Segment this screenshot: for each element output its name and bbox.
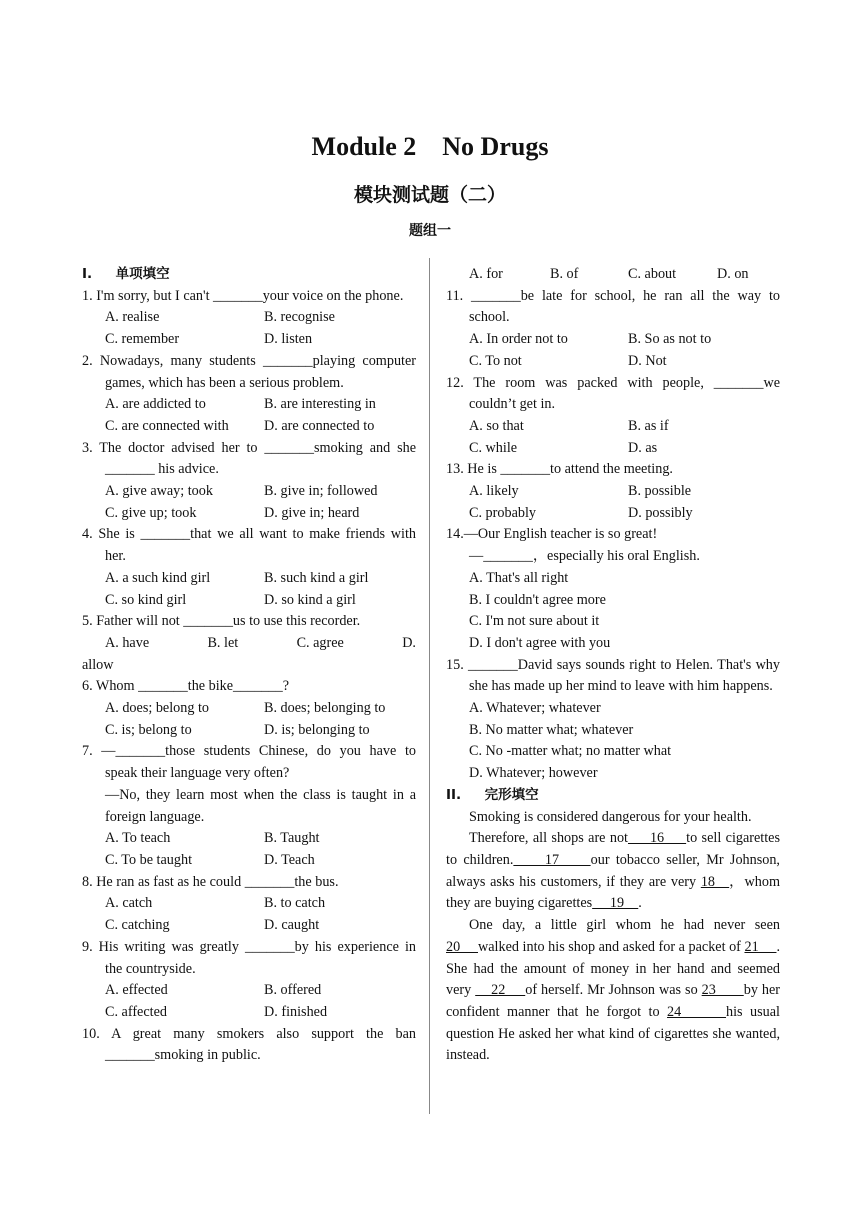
option-c: C. remember bbox=[105, 331, 180, 348]
option-d: D. are connected to bbox=[264, 417, 375, 434]
option-c: C. To be taught bbox=[105, 851, 193, 868]
page-subtitle: 模块测试题（二） bbox=[353, 184, 506, 206]
option-a: A. for bbox=[469, 266, 503, 282]
question-stem: 10. A great many smokers also support the ban _______smoking in public. bbox=[82, 1025, 416, 1064]
option-a: A. likely bbox=[469, 483, 519, 500]
option-d-continued: allow bbox=[82, 656, 114, 673]
cloze-paragraph-1 bbox=[446, 807, 780, 829]
option-d: D. Whatever; however bbox=[469, 765, 598, 782]
blank-16: 16 bbox=[628, 830, 687, 847]
cloze-text: One day, a little girl whom he had never seen bbox=[469, 917, 780, 934]
cloze-text: Smoking is considered dangerous for your health. bbox=[469, 808, 752, 825]
option-b: B. such kind a girl bbox=[264, 569, 369, 586]
option-a: A. To teach bbox=[105, 830, 171, 847]
question-reply: —_______，especially his oral English. bbox=[469, 548, 700, 565]
page-title: Module 2 No Drugs bbox=[311, 132, 549, 161]
blank-23: 23 bbox=[701, 982, 744, 999]
question-reply: —No, they learn most when the class is taught in a foreign language. bbox=[105, 786, 416, 825]
option-a: A. does; belong to bbox=[105, 700, 210, 717]
question-stem: 2. Nowadays, many students _______playing computer games, which has been a serious problem. bbox=[82, 352, 416, 391]
option-c: C. about bbox=[628, 266, 677, 282]
option-c: C. catching bbox=[105, 917, 170, 934]
option-a: A. effected bbox=[105, 982, 168, 999]
option-b: B. No matter what; whatever bbox=[469, 721, 634, 738]
question-11 bbox=[446, 286, 780, 373]
option-a: A. realise bbox=[105, 309, 160, 326]
cloze-text: of herself. Mr Johnson was so bbox=[525, 982, 702, 999]
option-d: D. give in; heard bbox=[264, 504, 360, 521]
option-d: D. listen bbox=[264, 331, 313, 348]
option-c: C. while bbox=[469, 439, 518, 456]
option-d: D. so kind a girl bbox=[264, 591, 356, 608]
option-b: B. are interesting in bbox=[264, 396, 376, 413]
question-stem: 4. She is _______that we all want to make friends with her. bbox=[82, 526, 416, 565]
question-13 bbox=[446, 459, 780, 524]
question-stem: 6. Whom _______the bike_______? bbox=[82, 678, 290, 695]
cloze-paragraph-3 bbox=[446, 915, 780, 1067]
option-b: B. as if bbox=[628, 417, 669, 434]
question-stem: 12. The room was packed with people, _______we couldn’t get in. bbox=[446, 374, 780, 413]
cloze-text: to sell cigarettes to children. bbox=[446, 830, 781, 868]
question-7 bbox=[82, 741, 416, 871]
blank-21: 21 bbox=[744, 938, 777, 955]
option-c: C. affected bbox=[105, 1003, 167, 1020]
option-a: A. are addicted to bbox=[105, 396, 206, 413]
blank-17: 17 bbox=[513, 851, 591, 868]
question-6 bbox=[82, 676, 416, 741]
cloze-text: Therefore, all shops are not bbox=[469, 830, 628, 847]
option-b: B. does; belonging to bbox=[264, 700, 386, 717]
option-b: B. So as not to bbox=[628, 331, 712, 348]
option-b: B. I couldn't agree more bbox=[469, 591, 606, 608]
question-stem: 3. The doctor advised her to _______smoking and she _______ his advice. bbox=[82, 439, 416, 478]
option-d: D. is; belonging to bbox=[264, 721, 370, 738]
option-a: A. catch bbox=[105, 895, 153, 912]
question-10 bbox=[82, 1024, 416, 1067]
option-c: C. give up; took bbox=[105, 504, 197, 521]
cloze-text: . bbox=[638, 895, 642, 912]
question-8 bbox=[82, 872, 416, 937]
question-9 bbox=[82, 937, 416, 1024]
question-stem: 15. _______David says sounds right to Helen. That's why she has made up her mind to leave with him happens. bbox=[446, 656, 780, 695]
question-stem: 14.—Our English teacher is so great! bbox=[446, 526, 658, 543]
option-c: C. I'm not sure about it bbox=[469, 613, 600, 630]
question-stem: 13. He is _______to attend the meeting. bbox=[446, 461, 673, 478]
column-divider bbox=[429, 258, 430, 1114]
option-b: B. recognise bbox=[264, 309, 335, 326]
option-b: B. of bbox=[550, 266, 579, 282]
question-stem: 7. —_______those students Chinese, do you have to speak their language very often? bbox=[82, 743, 416, 782]
option-d: D. as bbox=[628, 439, 658, 456]
blank-20: 20 bbox=[446, 938, 478, 955]
question-14 bbox=[446, 524, 780, 654]
option-b: B. possible bbox=[628, 483, 692, 500]
option-c: C. so kind girl bbox=[105, 591, 187, 608]
blank-22: 22 bbox=[475, 982, 526, 999]
blank-19: 19 bbox=[592, 895, 639, 912]
question-stem: 5. Father will not _______us to use this recorder. bbox=[82, 613, 361, 630]
option-a: A. Whatever; whatever bbox=[469, 700, 601, 717]
question-1 bbox=[82, 286, 416, 351]
question-12 bbox=[446, 373, 780, 460]
question-3 bbox=[82, 438, 416, 525]
option-d: D. caught bbox=[264, 917, 320, 934]
option-c: C. No -matter what; no matter what bbox=[469, 743, 672, 760]
question-15 bbox=[446, 655, 780, 785]
question-10-options bbox=[446, 264, 780, 286]
option-a: A. so that bbox=[469, 417, 524, 434]
option-b: B. Taught bbox=[264, 830, 320, 847]
option-b: B. offered bbox=[264, 982, 322, 999]
question-5 bbox=[82, 611, 416, 676]
option-d: D. I don't agree with you bbox=[469, 634, 611, 651]
option-a: A. In order not to bbox=[469, 331, 568, 348]
left-column bbox=[82, 264, 416, 1067]
option-b: B. to catch bbox=[264, 895, 326, 912]
blank-24: 24 bbox=[667, 1003, 727, 1020]
group-label: 题组一 bbox=[409, 223, 451, 239]
cloze-text: walked into his shop and asked for a packet of bbox=[478, 938, 745, 955]
cloze-text: ，whom they are buying cigarettes bbox=[446, 873, 780, 912]
cloze-text: . She had the amount of money in her hand and seemed very bbox=[446, 938, 781, 999]
right-column bbox=[446, 264, 780, 1067]
cloze-text: our tobacco seller, Mr Johnson, always asks his customers, if they are very bbox=[446, 851, 780, 890]
option-d: D. Not bbox=[628, 352, 667, 369]
option-b: B. give in; followed bbox=[264, 483, 378, 500]
option-a: A. a such kind girl bbox=[105, 569, 211, 586]
option-c: C. probably bbox=[469, 504, 536, 521]
option-d: D. finished bbox=[264, 1003, 328, 1020]
question-2 bbox=[82, 351, 416, 438]
blank-18: 18 bbox=[700, 873, 730, 890]
option-d: D. bbox=[402, 634, 416, 651]
option-d: D. on bbox=[717, 266, 749, 282]
option-c: C. agree bbox=[296, 634, 344, 651]
option-c: C. is; belong to bbox=[105, 721, 192, 738]
section-2-heading: II. 完形填空 bbox=[446, 786, 539, 803]
question-stem: 1. I'm sorry, but I can't _______your voice on the phone. bbox=[82, 287, 404, 304]
cloze-text: by her confident manner that he forgot to bbox=[446, 982, 781, 1020]
option-a: A. give away; took bbox=[105, 483, 213, 500]
question-stem: 11. _______be late for school, he ran all the way to school. bbox=[446, 287, 780, 326]
option-d: D. Teach bbox=[264, 851, 315, 868]
option-c: C. To not bbox=[469, 352, 522, 369]
option-c: C. are connected with bbox=[105, 417, 229, 434]
option-a: A. That's all right bbox=[469, 569, 569, 586]
option-d: D. possibly bbox=[628, 504, 693, 521]
section-1-heading: I. 单项填空 bbox=[82, 266, 170, 282]
question-stem: 8. He ran as fast as he could _______the bus. bbox=[82, 873, 339, 890]
cloze-text: his usual question He asked her what kind of cigarettes she wanted, instead. bbox=[446, 1003, 780, 1064]
cloze-paragraph-2 bbox=[446, 828, 780, 915]
question-4 bbox=[82, 524, 416, 611]
option-b: B. let bbox=[207, 634, 239, 651]
question-stem: 9. His writing was greatly _______by his experience in the countryside. bbox=[82, 938, 416, 977]
option-a: A. have bbox=[105, 634, 150, 651]
